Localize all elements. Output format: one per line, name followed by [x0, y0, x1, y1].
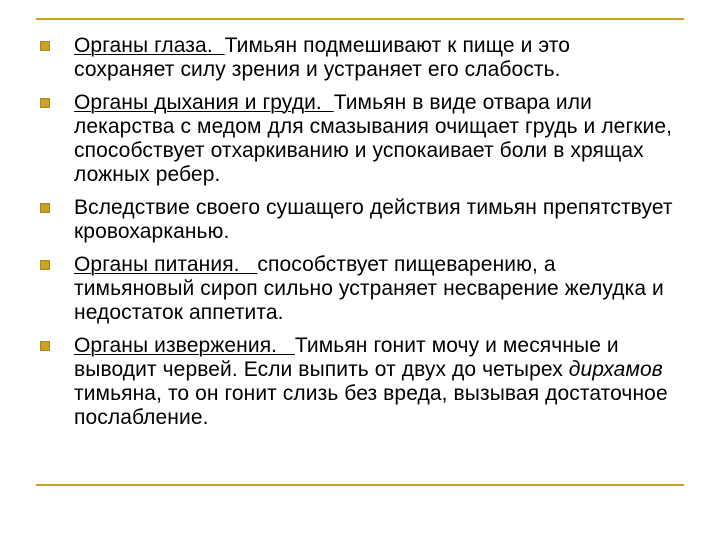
square-bullet-icon: [40, 341, 50, 351]
list-item-breathing: [36, 91, 676, 187]
item-text-after: тимьяна, то он гонит слизь без вреда, вызывая достаточное послабление.: [74, 382, 668, 429]
list-item-eyes: [36, 34, 676, 82]
bottom-divider: [36, 484, 684, 486]
top-divider: [36, 18, 684, 20]
bullet-list: [36, 34, 676, 439]
item-heading: Органы питания.: [74, 253, 258, 276]
item-heading: Органы глаза.: [74, 34, 225, 57]
item-text-italic: дирхамов: [568, 358, 663, 381]
item-heading: Органы извержения.: [74, 334, 295, 357]
item-heading: Органы дыхания и груди.: [74, 91, 334, 114]
item-text: способствует пищеварению, а тимьяновый сироп сильно устраняет несварение желудка и недостаток аппетита.: [74, 253, 664, 324]
item-text: Тимьян в виде отвара или лекарства с медом для смазывания очищает грудь и легкие, способствует отхаркиванию и успокаивает боли в хрящах ложных ребер.: [74, 91, 673, 186]
square-bullet-icon: [40, 98, 50, 108]
square-bullet-icon: [40, 203, 50, 213]
list-item-digestion: [36, 253, 676, 325]
square-bullet-icon: [40, 260, 50, 270]
item-text: Вследствие своего сушащего действия тимьян препятствует кровохарканью.: [74, 196, 673, 243]
item-text-before: Тимьян гонит мочу и месячные и выводит червей. Если выпить от двух до четырех: [74, 334, 619, 381]
list-item-excretion: [36, 334, 676, 430]
item-text: Тимьян подмешивают к пище и это сохраняет силу зрения и устраняет его слабость.: [74, 34, 570, 81]
list-item-drying-action: [36, 196, 676, 244]
square-bullet-icon: [40, 41, 50, 51]
